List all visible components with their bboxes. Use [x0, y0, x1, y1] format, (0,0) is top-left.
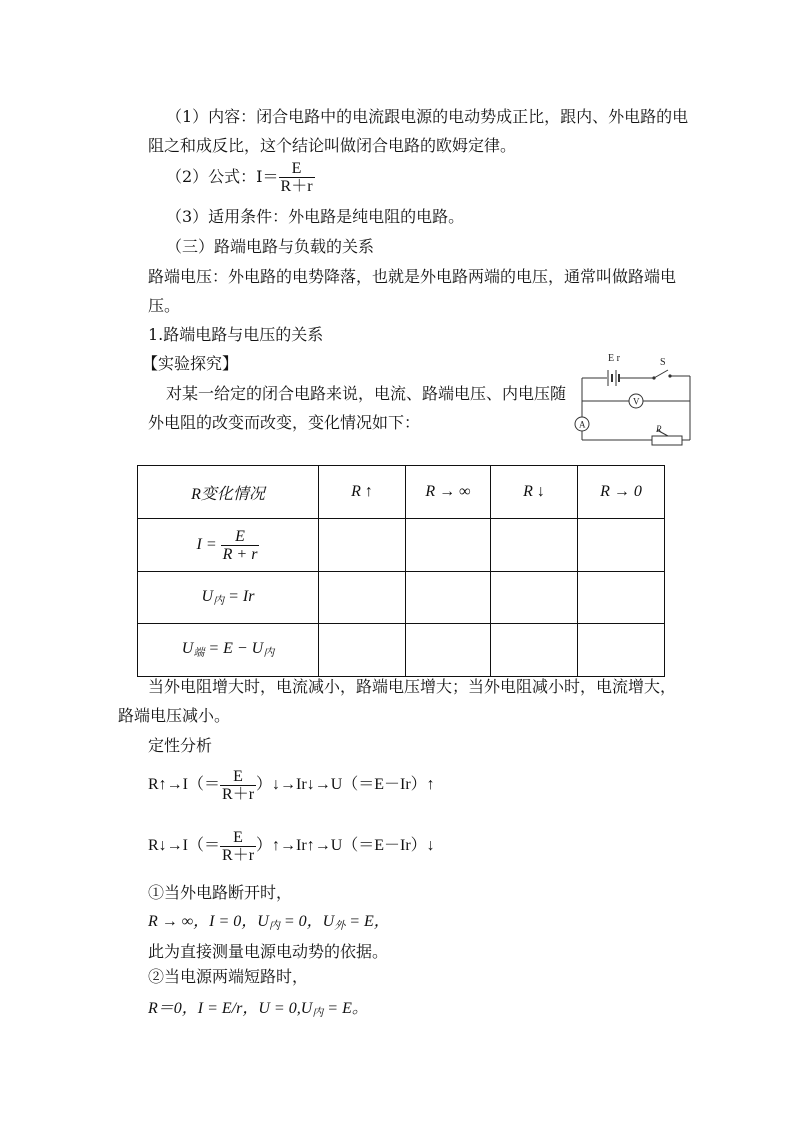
case1-equation: [148, 911, 390, 937]
current-formula-numerator: E: [235, 527, 245, 545]
internal-voltage-rhs: = Ir: [224, 587, 255, 605]
battery-icon: [608, 370, 619, 386]
analysis-increase-post: ）↓→Ir↓→U（＝E－Ir）↑: [256, 776, 435, 793]
table-cell: [319, 624, 406, 677]
header-cell: R变化情况: [138, 466, 319, 519]
table-cell: [406, 519, 491, 572]
current-formula-fraction: [221, 528, 260, 563]
table-cell: [319, 519, 406, 572]
table-row: [138, 572, 665, 624]
voltmeter-label: V: [633, 396, 640, 407]
case2-subscript: 内: [312, 1007, 324, 1019]
table-cell: [578, 624, 665, 677]
formula-denominator: R＋r: [280, 178, 313, 195]
header-cell: R ↓: [491, 466, 578, 519]
table-cell: [491, 572, 578, 624]
case2-eq-part: R＝0，I = E/r，U = 0,U: [148, 1000, 313, 1017]
analysis-increase: [148, 767, 435, 803]
table-cell: [406, 572, 491, 624]
formula-line: [166, 160, 315, 195]
case2-equation: [148, 998, 368, 1024]
table-row: [138, 519, 665, 572]
table-cell: [491, 624, 578, 677]
rheostat-icon: [652, 436, 682, 445]
switch-contact-icon: [652, 376, 655, 379]
current-formula-denominator: R + r: [222, 545, 258, 563]
analysis-decrease: [148, 828, 435, 864]
case1-eq-part: = 0，U: [279, 913, 335, 930]
formula-label: （2）公式：I＝: [166, 167, 279, 186]
case2-title: ②当电源两端短路时，: [148, 967, 309, 986]
table-header-row: [138, 466, 665, 519]
header-cell: R ↑: [319, 466, 406, 519]
analysis-decrease-post: ）↑→Ir↑→U（＝E－Ir）↓: [256, 837, 435, 854]
table-cell: [491, 519, 578, 572]
conclusion-line2: 路端电压减小。: [118, 706, 231, 725]
analysis-fraction-numerator: E: [233, 767, 243, 785]
analysis-fraction-denominator: R＋r: [222, 785, 255, 803]
case1-subscript: 外: [334, 920, 346, 932]
switch-contact-icon: [668, 374, 671, 377]
switch-label: S: [660, 357, 666, 368]
terminal-voltage-subscript: 端: [193, 647, 205, 659]
analysis-fraction-numerator: E: [233, 828, 243, 846]
experiment-label: 【实验探究】: [142, 354, 239, 373]
definition-line1: 路端电压：外电路的电势降落，也就是外电路两端的电压，通常叫做路端电: [148, 267, 677, 286]
case1-eq-part: = E，: [345, 913, 390, 930]
subheading: 1.路端电路与电压的关系: [148, 325, 324, 344]
change-table: [137, 465, 665, 677]
header-cell: R → ∞: [406, 466, 491, 519]
section-heading: （三）路端电路与负载的关系: [166, 237, 375, 256]
analysis-decrease-pre: R↓→I（＝: [148, 837, 221, 854]
analysis-increase-pre: R↑→I（＝: [148, 776, 221, 793]
ammeter-label: A: [579, 419, 586, 430]
paragraph-content-line1: （1）内容：闭合电路中的电流跟电源的电动势成正比，跟内、外电路的电: [166, 107, 689, 126]
header-cell: R → 0: [578, 466, 665, 519]
intro-line1: 对某一给定的闭合电路来说，电流、路端电压、内电压随: [166, 384, 567, 403]
internal-voltage-subscript: 内: [213, 594, 225, 607]
table-cell: [578, 572, 665, 624]
table-cell: [319, 572, 406, 624]
case1-note: 此为直接测量电源电动势的依据。: [148, 942, 389, 961]
internal-voltage-symbol: U: [201, 587, 214, 605]
case1-title: ①当外电路断开时，: [148, 883, 293, 902]
battery-label: E r: [608, 353, 620, 364]
circuit-diagram: [572, 346, 702, 451]
internal-voltage-cell: [138, 572, 319, 624]
rheostat-label: R: [656, 424, 662, 434]
table-cell: [578, 519, 665, 572]
analysis-increase-fraction: [220, 768, 256, 803]
terminal-voltage-subscript-2: 内: [263, 647, 275, 659]
table-row: [138, 624, 665, 677]
analysis-decrease-fraction: [220, 829, 256, 864]
terminal-voltage-rhs: = E − U: [204, 640, 264, 657]
analysis-fraction-denominator: R＋r: [222, 846, 255, 864]
terminal-voltage-cell: [138, 624, 319, 677]
paragraph-content-line2: 阻之和成反比，这个结论叫做闭合电路的欧姆定律。: [148, 136, 517, 155]
qualitative-heading: 定性分析: [148, 736, 213, 755]
terminal-voltage-symbol: U: [181, 640, 194, 657]
definition-line2: 压。: [148, 296, 181, 315]
case1-subscript: 内: [268, 920, 280, 932]
intro-line2: 外电阻的改变而改变，变化情况如下：: [148, 413, 421, 432]
table-cell: [406, 624, 491, 677]
paragraph-condition: （3）适用条件：外电路是纯电阻的电路。: [166, 207, 465, 226]
case1-eq-part: R → ∞，I = 0，U: [148, 913, 269, 930]
case2-eq-part: = E。: [323, 1000, 368, 1017]
conclusion-line1: 当外电阻增大时，电流减小，路端电压增大；当外电阻减小时，电流增大，: [148, 677, 677, 696]
current-formula-cell: [138, 519, 319, 572]
formula-numerator: E: [291, 160, 302, 177]
current-formula-lhs: I =: [196, 535, 217, 553]
formula-fraction: [279, 160, 315, 195]
